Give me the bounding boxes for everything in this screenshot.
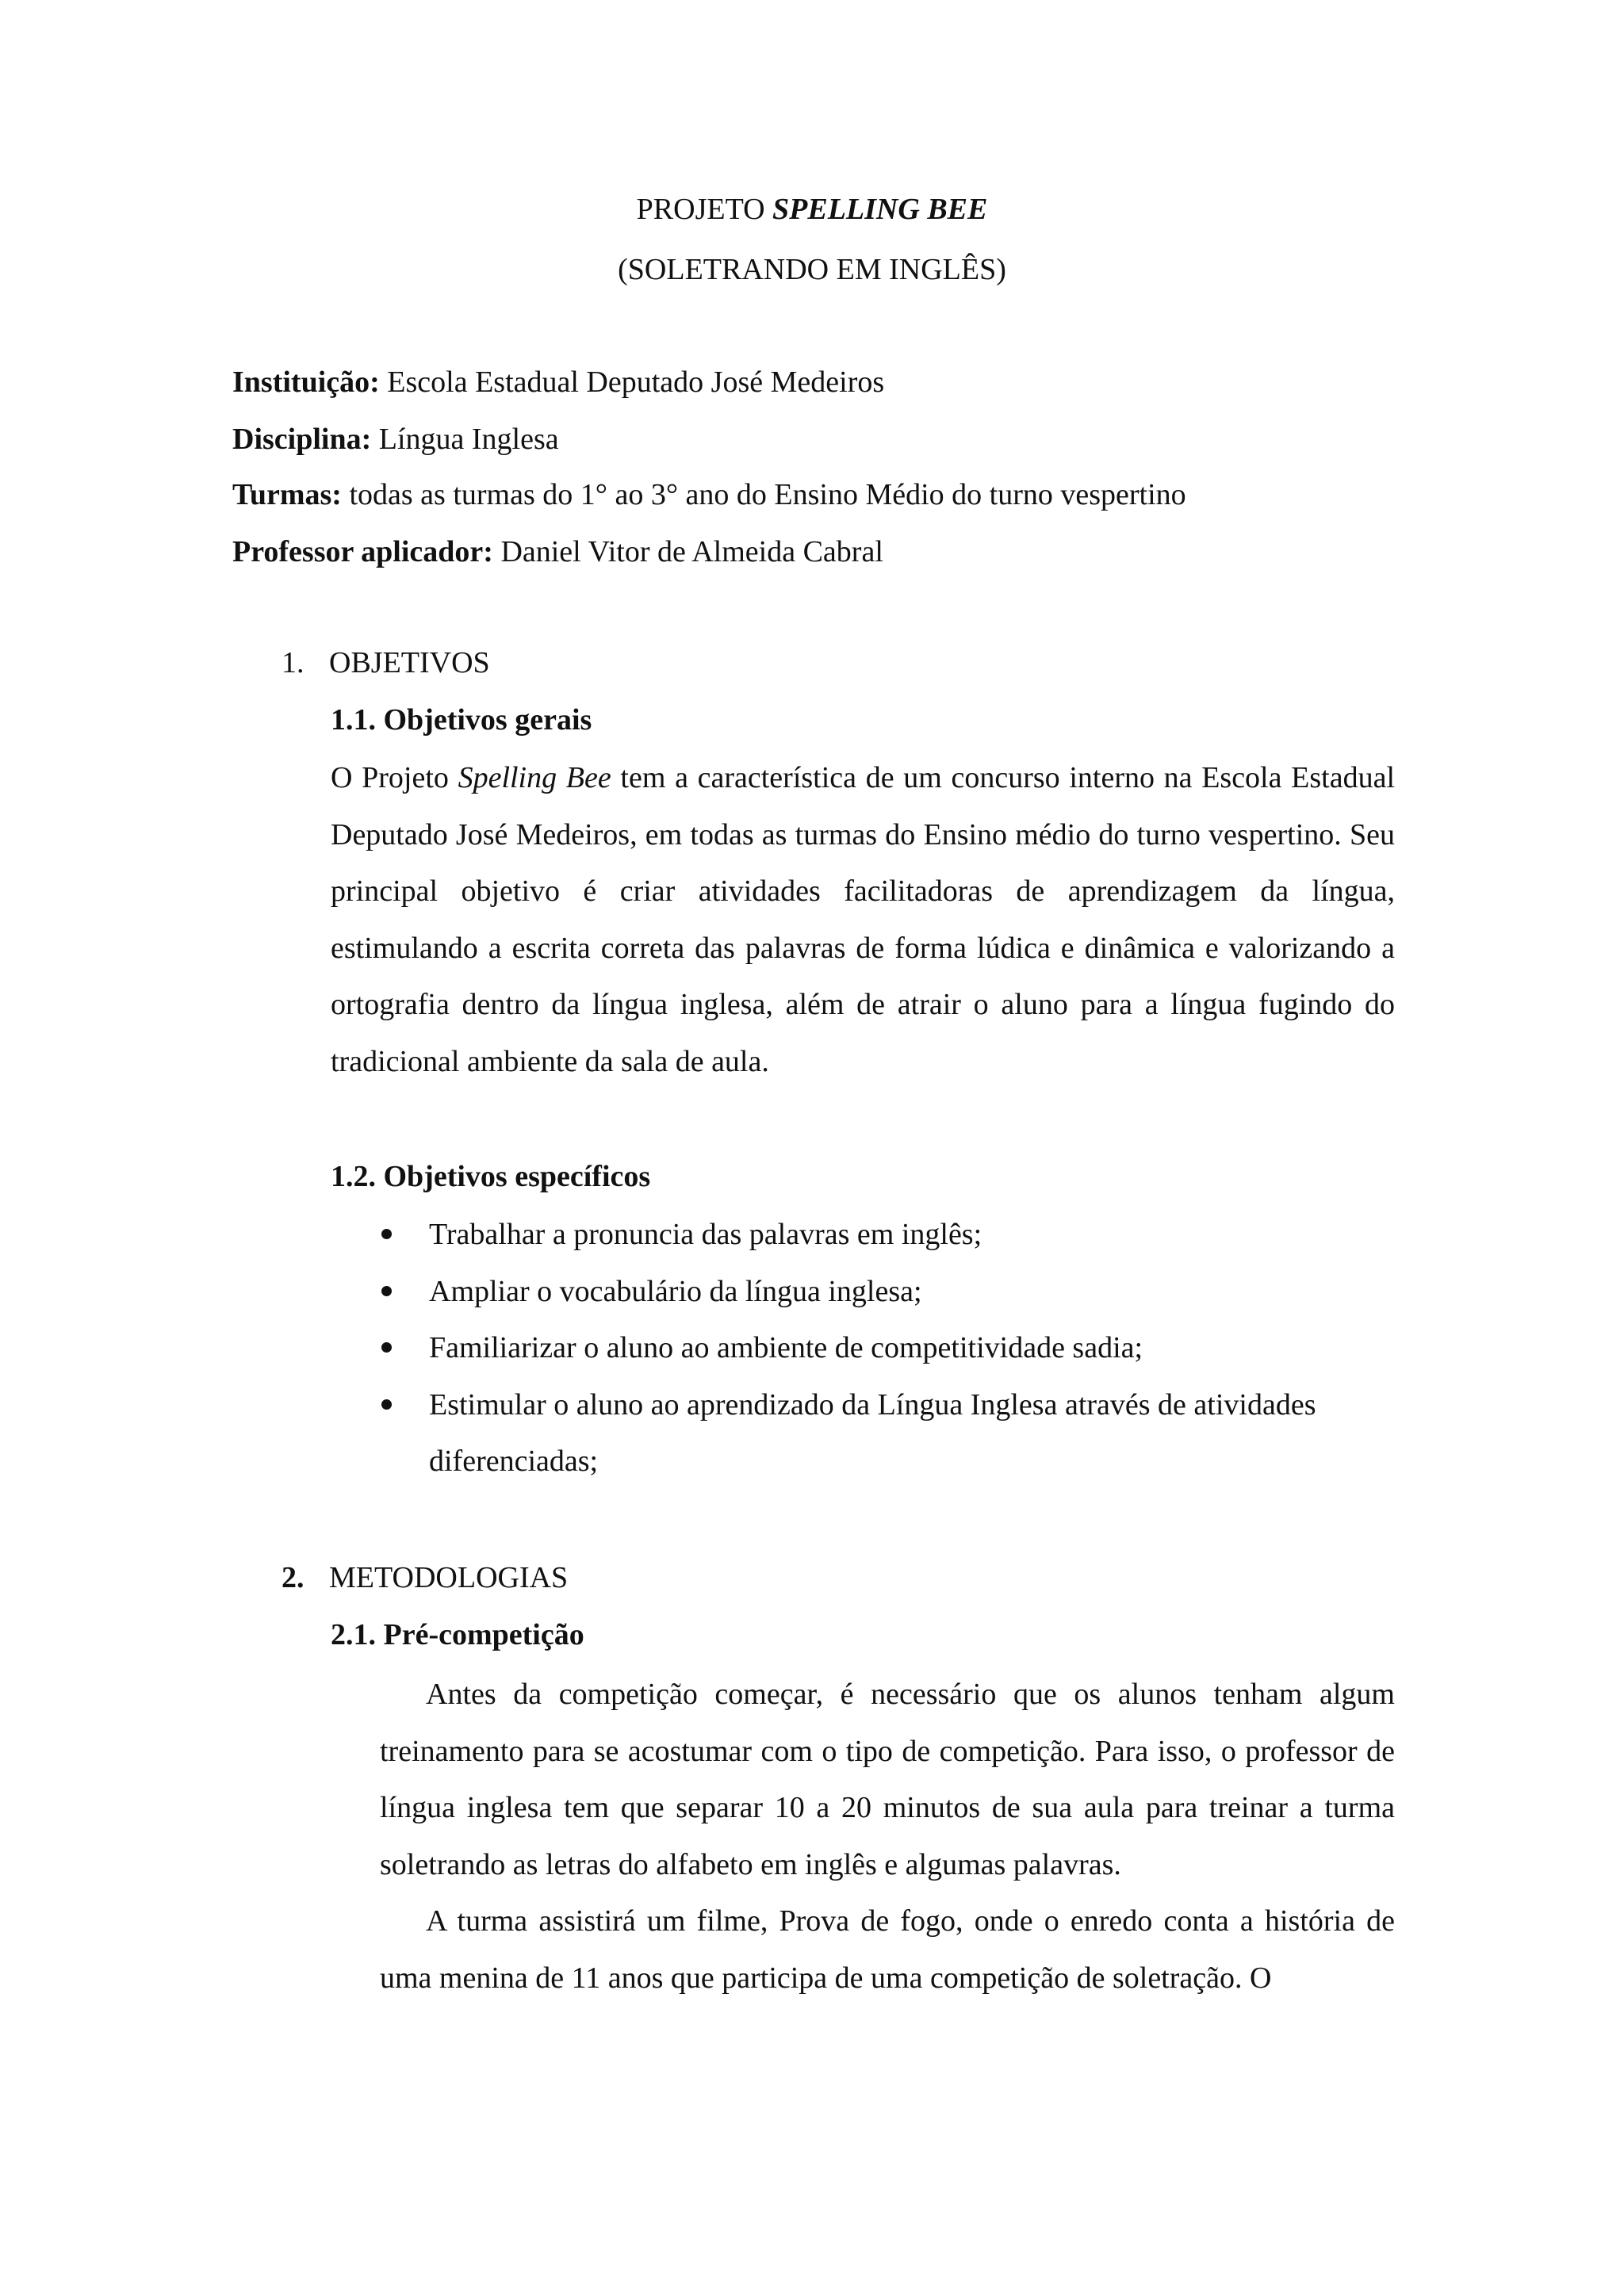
pre-competition-paragraph-1: Antes da competição começar, é necessário que os alunos tenham algum treinamento para se acostumar com o tipo de competição. Para isso, o professor de língua inglesa tem que separar 10 a 20 minutos de sua aula para treinar a turma soletrando as letras do alfabeto em inglês e algumas palavras. (380, 1678, 1395, 1881)
section-title: METODOLOGIAS (329, 1561, 569, 1594)
subsection-specific-objectives-heading: 1.2. Objetivos específicos (331, 1160, 651, 1193)
info-teacher (232, 533, 883, 571)
bullet-icon (381, 1229, 392, 1239)
info-discipline (232, 420, 559, 458)
subsection-general-objectives-heading: 1.1. Objetivos gerais (331, 703, 592, 737)
list-item (331, 1207, 1395, 1264)
info-value: Daniel Vitor de Almeida Cabral (500, 535, 883, 568)
section-objectives-heading (282, 644, 490, 682)
list-item (331, 1264, 1395, 1321)
bullet-icon (381, 1286, 392, 1296)
bullet-icon (381, 1342, 392, 1353)
project-subtitle: (SOLETRANDO EM INGLÊS) (618, 253, 1006, 286)
info-institution (232, 363, 884, 401)
general-objectives-paragraph (331, 750, 1395, 1090)
list-item-text: Trabalhar a pronuncia das palavras em inglês; (429, 1218, 982, 1251)
info-value: Escola Estadual Deputado José Medeiros (387, 365, 885, 399)
subsection-pre-competition-heading: 2.1. Pré-competição (331, 1618, 584, 1651)
info-label: Instituição: (232, 365, 380, 399)
paragraph-text: O Projeto (331, 761, 458, 794)
bullet-icon (381, 1399, 392, 1410)
specific-objectives-list (331, 1207, 1395, 1490)
info-value: Língua Inglesa (378, 423, 559, 456)
info-label: Turmas: (232, 478, 342, 511)
section-title: OBJETIVOS (329, 646, 490, 679)
paragraph-emphasis: Spelling Bee (458, 761, 611, 794)
project-title (0, 190, 1624, 228)
section-number: 2. (282, 1561, 304, 1594)
info-classes (232, 476, 1186, 514)
info-value: todas as turmas do 1° ao 3° ano do Ensino Médio do turno vespertino (349, 478, 1186, 511)
title-emphasis: SPELLING BEE (772, 193, 988, 226)
list-item (331, 1377, 1395, 1490)
paragraph-text: tem a característica de um concurso interno na Escola Estadual Deputado José Medeiros, em todas as turmas do Ensino médio do turno vespertino. Seu principal objetivo é criar atividades facilitadoras de aprendizagem da língua, estimulando a escrita correta das palavras de forma lúdica e dinâmica e valorizando a ortografia dentro da língua inglesa, além de atrair o aluno para a língua fugindo do tradicional ambiente da sala de aula. (331, 761, 1396, 1078)
list-item (331, 1320, 1395, 1377)
section-methodologies-heading (282, 1559, 568, 1597)
list-item-text: Estimular o aluno ao aprendizado da Língua Inglesa através de atividades diferenciadas; (429, 1387, 1316, 1478)
title-prefix: PROJETO (636, 193, 765, 226)
list-item-text: Ampliar o vocabulário da língua inglesa; (429, 1274, 922, 1308)
section-number: 1. (282, 646, 304, 679)
list-item-text: Familiarizar o aluno ao ambiente de competitividade sadia; (429, 1331, 1143, 1364)
info-label: Professor aplicador: (232, 535, 493, 568)
info-label: Disciplina: (232, 423, 372, 456)
pre-competition-paragraph-2: A turma assistirá um filme, Prova de fogo, onde o enredo conta a história de uma menina de 11 anos que participa de uma competição de soletração. O (380, 1904, 1395, 1995)
